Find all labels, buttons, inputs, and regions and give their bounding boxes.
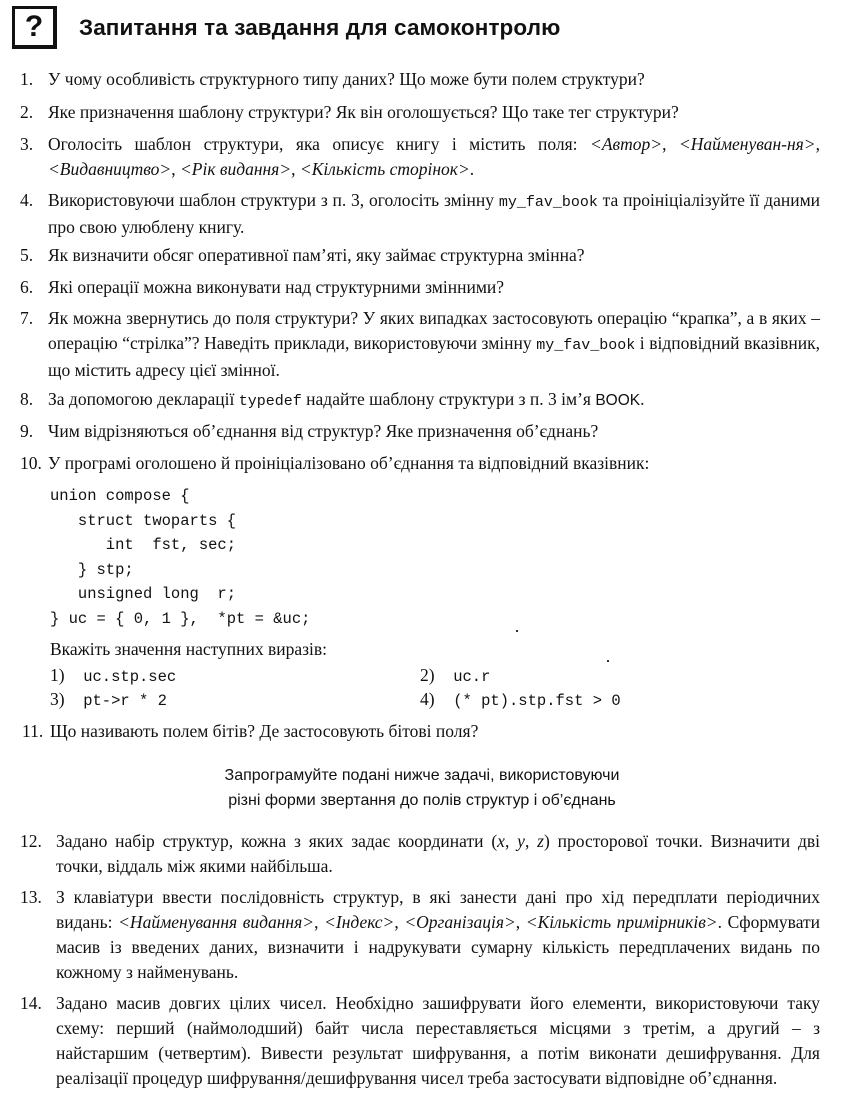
text-span: . (640, 389, 645, 409)
code-span: uc.stp.sec (83, 668, 177, 686)
text-span: і відповідний вказівник, що містить адресу цієї змінної. (48, 333, 820, 380)
text-span: , (171, 159, 180, 179)
item-text (56, 829, 820, 879)
text-span: надайте шаблону структури з п. 3 ім’я (301, 389, 596, 409)
item-text: У чому особливість структурного типу даних? Що може бути полем структури? (48, 69, 645, 89)
field-name: <Індекс> (324, 912, 395, 932)
item-text: Як визначити обсяг оперативної пам’яті, яку займає структурна змінна? (48, 245, 585, 265)
item-number: 9. (20, 421, 34, 441)
code-span: BOOK (595, 392, 641, 409)
variable: y (517, 831, 525, 851)
item-text (48, 387, 820, 414)
text-span: Використовуючи шаблон структури з п. 3, оголосіть змінну (48, 190, 499, 210)
question-item (22, 719, 822, 744)
code-span: my_fav_book (536, 337, 636, 354)
text-span: , (662, 134, 679, 154)
question-mark-icon: ? (12, 6, 57, 49)
item-number: 3) (50, 689, 65, 709)
item-number: 2) (420, 665, 435, 685)
question-item (20, 132, 820, 182)
field-name: <Організація> (404, 912, 516, 932)
field-name: <Найменуван-ня> (678, 134, 816, 154)
code-span: pt->r * 2 (83, 692, 167, 710)
text-span: Оголосіть шаблон структури, яка описує книгу і містить поля: (48, 134, 591, 154)
text-span: Як можна звернутись до поля структури? У яких випадках застосовують операцію “крапка”, а в яких – операцію “стрілка”? Наведіть приклади, використовуючи змінну (48, 308, 820, 353)
item-number: 4) (420, 689, 435, 709)
section-heading: Запрограмуйте подані нижче задачі, використовуючи (224, 767, 620, 784)
item-number: 13. (20, 887, 42, 907)
item-number: 5. (20, 245, 34, 265)
item-number: 7. (20, 308, 34, 328)
item-text: У програмі оголошено й проініціалізовано об’єднання та відповідний вказівник: (48, 453, 650, 473)
field-name: <Автор> (590, 134, 663, 154)
text-span: З клавіатури ввести послідовність структур, в які занести дані про хід передплати періодичних видань: (56, 887, 820, 932)
item-number: 12. (20, 831, 42, 851)
text-span: та проініціалізуйте її даними про свою улюблену книгу. (48, 190, 821, 237)
section-heading: різні форми звертання до полів структур і об’єднань (228, 792, 616, 809)
expression-item (420, 687, 621, 714)
code-line: int fst, sec; (50, 536, 237, 555)
text-span: ) просторової точки. Визначити дві точки, віддаль між якими найбільша. (56, 831, 821, 876)
question-item (20, 306, 820, 383)
item-number: 14. (20, 993, 42, 1013)
text-span: , (291, 159, 300, 179)
item-text (48, 132, 820, 182)
scan-speck (516, 630, 518, 632)
item-text: Задано масив довгих цілих чисел. Необхідно зашифрувати його елементи, використовуючи таку схему: перший (наймолодший) байт числа переставляється місцями з третім, а другий – з найстаршим (четвертим). Вивести результат шифрування, а потім виконати дешифрування. Для реалізації процедур шифрування/дешифрування чисел треба застосувати відповідне об’єднання. (56, 993, 820, 1088)
text-span: , (524, 831, 538, 851)
section-header (12, 4, 560, 50)
field-name: <Найменування видання> (118, 912, 315, 932)
field-name: <Кількість сторінок> (299, 159, 470, 179)
question-item (20, 451, 820, 476)
field-name: <Рік видання> (179, 159, 292, 179)
item-text (56, 885, 820, 985)
question-item (20, 419, 820, 444)
field-name: <Видавництво> (48, 159, 172, 179)
field-name: <Кількість примірників> (525, 912, 718, 932)
question-item (20, 67, 820, 92)
expression-item (50, 687, 167, 714)
variable: z (537, 831, 544, 851)
expression-item (50, 663, 176, 690)
task-item (20, 885, 820, 985)
text-span: , (504, 831, 518, 851)
code-listing (50, 484, 310, 632)
expression-item (420, 663, 490, 690)
code-line: union compose { (50, 487, 190, 505)
item-text: Чим відрізняються об’єднання від структур? Яке призначення об’єднань? (48, 421, 599, 441)
question-item (20, 188, 820, 240)
code-line: unsigned long r; (50, 585, 237, 604)
item-number: 2. (20, 102, 34, 122)
code-line: struct twoparts { (50, 511, 237, 530)
page-title: Запитання та завдання для самоконтролю (79, 14, 561, 40)
text-span: За допомогою декларації (48, 389, 239, 409)
item-text: Що називають полем бітів? Де застосовують бітові поля? (50, 721, 479, 741)
item-number: 1. (20, 69, 34, 89)
text-span: . Сформувати масив із введених даних, визначити і надрукувати сумарну кількість передплачених видань по кожному з найменувань. (56, 912, 821, 982)
task-item (20, 829, 820, 879)
code-span: (* pt).stp.fst > 0 (453, 692, 621, 710)
question-item (20, 275, 820, 300)
item-number: 3. (20, 134, 34, 154)
item-text: Які операції можна виконувати над структурними змінними? (48, 277, 505, 297)
item-number: 1) (50, 665, 65, 685)
question-item (20, 100, 820, 125)
code-span: my_fav_book (498, 194, 598, 211)
expressions-prompt: Вкажіть значення наступних виразів: (50, 639, 328, 659)
code-line: } uc = { 0, 1 }, *pt = &uc; (50, 609, 311, 628)
text-span: , (394, 912, 405, 932)
item-number: 6. (20, 277, 34, 297)
text-span: , (815, 134, 820, 154)
text-span: , (515, 912, 526, 932)
item-number: 10. (20, 453, 42, 473)
text-span: . (469, 159, 475, 179)
question-item (20, 243, 820, 268)
code-span: uc.r (453, 668, 491, 686)
question-item (20, 387, 820, 414)
item-number: 8. (20, 389, 34, 409)
scan-speck (607, 660, 609, 662)
code-line: } stp; (50, 560, 134, 579)
text-span: , (314, 912, 325, 932)
item-number: 4. (20, 190, 34, 210)
text-span: Задано набір структур, кожна з яких задає координати ( (56, 831, 498, 851)
item-text (48, 188, 820, 240)
variable: x (497, 831, 505, 851)
item-text (48, 306, 820, 383)
item-number: 11. (22, 721, 44, 741)
code-span: typedef (238, 393, 302, 410)
item-text: Яке призначення шаблону структури? Як він оголошується? Що таке тег структури? (48, 102, 679, 122)
task-item (20, 991, 820, 1091)
